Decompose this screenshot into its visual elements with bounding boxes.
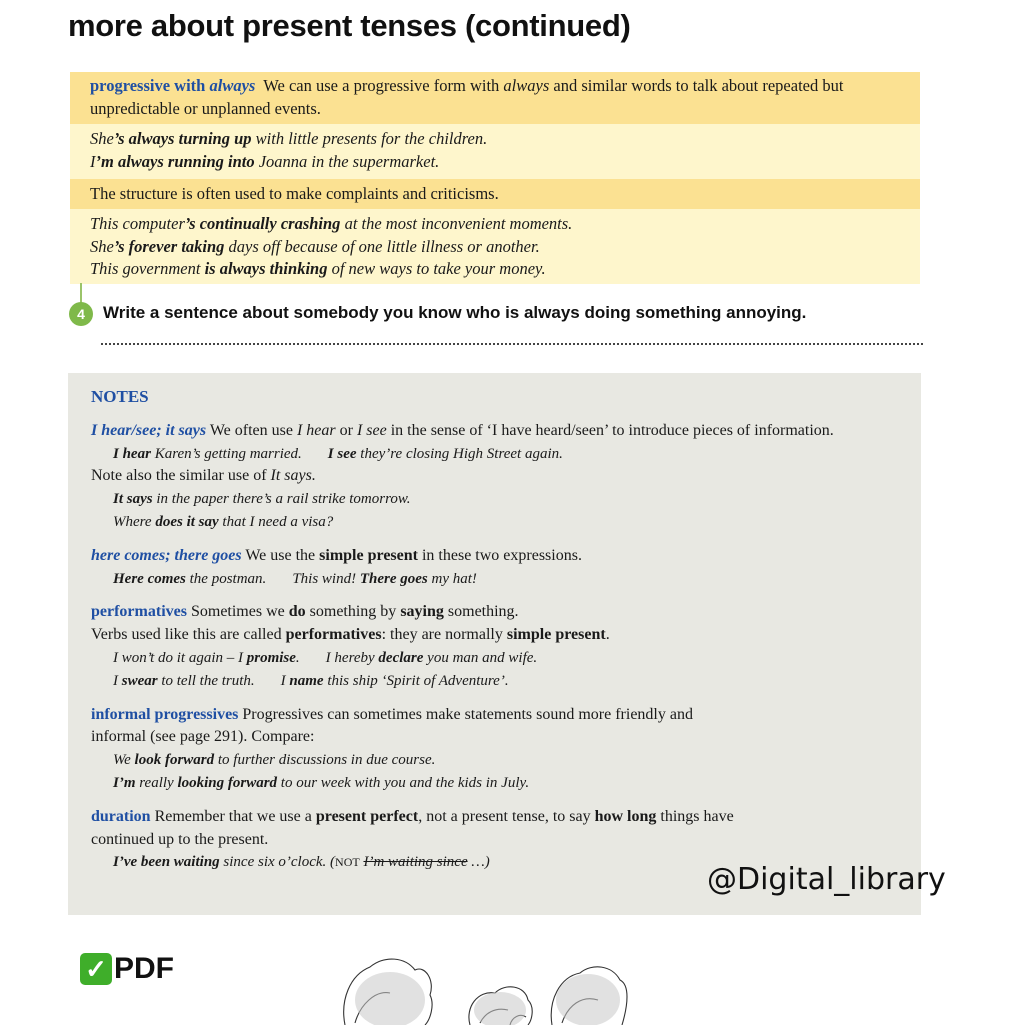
note-example: Where does it say that I need a visa?	[113, 513, 334, 530]
examples-2	[70, 209, 920, 284]
pdf-label: PDF	[114, 952, 174, 985]
example-line: She’s always turning up with little presents for the children.	[90, 129, 488, 148]
rule-label: progressive with always	[90, 76, 256, 95]
note-line: Note also the similar use of It says.	[91, 467, 316, 485]
answer-line[interactable]	[101, 343, 923, 345]
note-line: informal (see page 291). Compare:	[91, 728, 315, 746]
note-line: here comes; there goes We use the simple present in these two expressions.	[91, 546, 582, 564]
note-example: We look forward to further discussions in due course.	[113, 752, 436, 769]
task-instruction: Write a sentence about somebody you know who is always doing something annoying.	[103, 303, 807, 322]
example-line: She’s forever taking days off because of one little illness or another.	[90, 236, 540, 256]
note-line: Verbs used like this are called performatives: they are normally simple present.	[91, 626, 610, 644]
watermark: @Digital_library	[707, 862, 946, 897]
note-i-hear-see	[91, 420, 921, 534]
rule-progressive-with-always	[70, 72, 920, 124]
notes-box	[68, 373, 921, 915]
connector-line	[80, 283, 82, 303]
note-example: I’m really looking forward to our week with you and the kids in July.	[113, 774, 530, 791]
grammar-box	[70, 72, 920, 284]
note-performatives	[91, 601, 921, 692]
note-here-comes	[91, 545, 921, 591]
page-title: more about present tenses (continued)	[68, 8, 631, 43]
note-line: continued up to the present.	[91, 830, 269, 848]
note-example: I’ve been waiting since six o’clock. (NOT I’m waiting since …)	[113, 854, 490, 871]
note-informal-progressives	[91, 704, 921, 795]
examples-1	[70, 124, 920, 179]
rule-text: We can use a progressive form with always and similar words to talk about repeated but unpredictable or unplanned events.	[90, 76, 844, 118]
example-line: This computer’s continually crashing at the most inconvenient moments.	[90, 214, 573, 233]
note-line: duration Remember that we use a present perfect, not a present tense, to say how long things have	[91, 807, 734, 825]
example-line: I’m always running into Joanna in the supermarket.	[90, 151, 440, 171]
pdf-badge	[80, 952, 174, 986]
note-example: I swear to tell the truth. I name this ship ‘Spirit of Adventure’.	[113, 672, 509, 689]
example-line: This government is always thinking of new ways to take your money.	[90, 259, 546, 278]
task-number-badge: 4	[69, 302, 93, 326]
note-line: I hear/see; it says We often use I hear or I see in the sense of ‘I have heard/seen’ to introduce pieces of information.	[91, 421, 834, 439]
checkmark-icon: ✓	[80, 953, 112, 985]
note-example: I hear Karen’s getting married. I see they’re closing High Street again.	[113, 445, 563, 462]
rule-complaints: The structure is often used to make complaints and criticisms.	[70, 179, 920, 209]
note-example: Here comes the postman. This wind! There goes my hat!	[113, 570, 477, 587]
note-example: It says in the paper there’s a rail strike tomorrow.	[113, 491, 411, 508]
sketch-illustration	[330, 945, 660, 1025]
note-example: I won’t do it again – I promise. I hereby declare you man and wife.	[113, 649, 538, 666]
note-line: performatives Sometimes we do something by saying something.	[91, 603, 519, 621]
note-line: informal progressives Progressives can sometimes make statements sound more friendly and	[91, 705, 693, 723]
notes-heading: NOTES	[91, 387, 149, 406]
